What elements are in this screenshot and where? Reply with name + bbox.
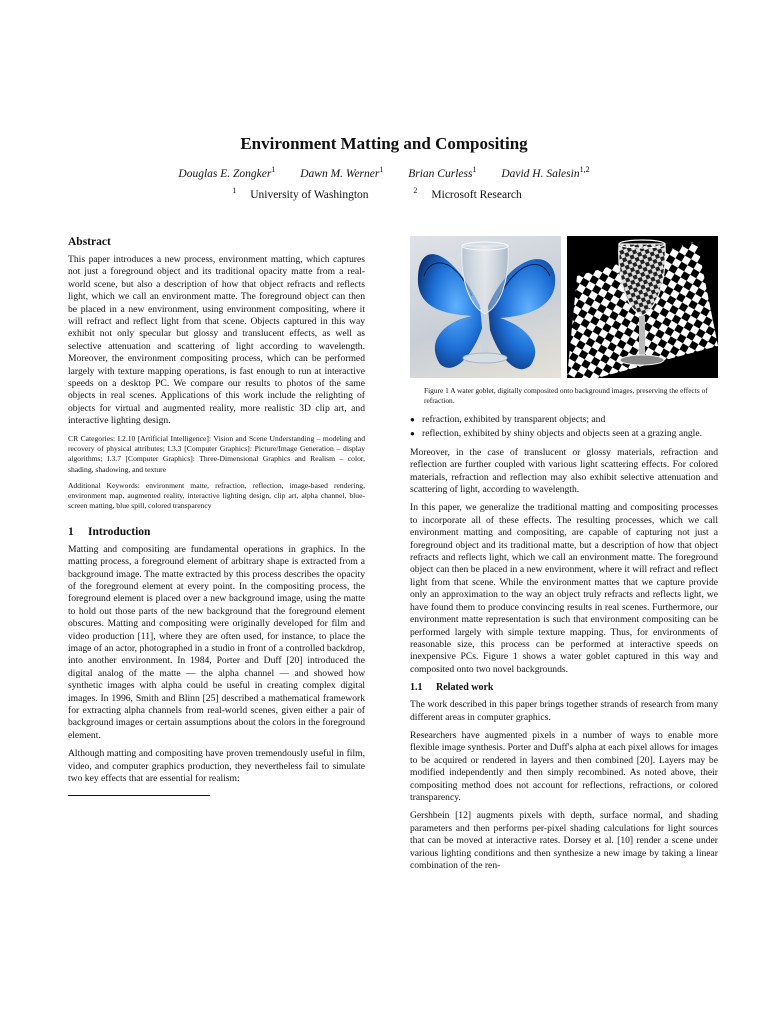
section-heading-introduction: 1 Introduction [68,525,151,538]
butterfly-goblet-image [410,236,561,378]
right-paragraph-1: Moreover, in the case of translucent or glossy materials, refraction and reflection are further coupled with various light scattering effects. For colored materials, refraction and reflection may also exhibit selective attenuation and scattering of light, according to wavelength. [410,446,718,496]
paper-title: Environment Matting and Compositing [240,134,528,153]
author: Dawn M. Werner$^1$ [300,165,384,180]
right-column [410,236,718,878]
author-list [0,165,768,180]
right-paragraph-2: In this paper, we generalize the traditional matting and compositing processes to incorporate all of these effects. The resulting processes, which we call environment matting and compositing, are capable of capturing not just a foreground object and its traditional matte, but a description of how that object refracts and reflects light, which we call an environment matte. The foreground object can then be placed in a new environment, where it will refract and reflect light from that scene. While the environment mattes that we capture provide only an approximation to the way an object truly refracts and reflects light, we have found them to produce convincing results in real scenes. Furthermore, our environment matte representation is such that environment compositing can be performed largely with simple texture mapping. Thus, for environments of reasonable size, this process can be performed at interactive speeds on inexpensive PCs. Figure 1 shows a water goblet captured in this way and composited onto two novel backgrounds. [410,502,718,675]
abstract-text: This paper introduces a new process, environment matting, which captures not just a foreground object and its traditional opacity matte from a real-world scene, but also a description of how that object refracts and reflects light, which we call an environment matte. The foreground object can then be placed in a new environment, using environment compositing, where it will refract and reflect light from that scene. Objects captured in this way exhibit not only specular but glossy and translucent effects, as well as selective attenuation and scattering of light according to wavelength. Moreover, the environment compositing process, which can be performed largely with texture mapping operations, is fast enough to run at interactive speeds on a desktop PC. We compare our results to photos of the same objects in real scenes. Applications of this work include the relighting of objects for virtual and augmented reality, more realistic 3D clip art, and interactive lighting design. [68,254,365,427]
affiliation: $^1$ University of Washington [232,186,369,201]
author: David H. Salesin$^{1,2}$ [501,165,590,180]
intro-paragraph-2: Although matting and compositing have proven tremendously useful in film, video, and computer graphics production, they nevertheless fail to simulate two key effects that are essential for realism: [68,748,365,785]
effects-list [410,414,718,441]
related-paragraph-2: Researchers have augmented pixels in a number of ways to enable more flexible image synthesis. Porter and Duff's alpha at each pixel allows for images to be acquired or rendered in layers and then combined [20]. Layers may be modified independently and then simply recombined. As noted above, their compositing method does not account for reflections, refractions, or colored transparency. [410,729,718,803]
related-paragraph-3: Gershbein [12] augments pixels with depth, surface normal, and shading parameters and then performs per-pixel shading calculations for light sources that can be moved at interactive rates. Dorsey et al. [10] render a scene under various lighting conditions and then synthesize a new image by taking a linear combination of the ren- [410,810,718,871]
affiliation: $^2$ Microsoft Research [413,186,522,201]
list-item: ● refraction, exhibited by transparent objects; and [410,414,718,426]
author: Douglas E. Zongker$^1$ [178,165,276,180]
cr-categories: CR Categories: I.2.10 [Artificial Intelligence]: Vision and Scene Understanding – modeling and recovery of physical attributes; I.3.3 [Computer Graphics]: Picture/Image Generation – display algorithms; I.3.7 [Computer Graphics]: Three-Dimensional Graphics and Realism – color, shading, shadowing, and texture [68,433,365,474]
affiliation-list [0,186,768,201]
figure-1-images [410,236,718,378]
related-paragraph-1: The work described in this paper brings together strands of research from many different areas in computer graphics. [410,699,718,723]
section-heading-related-work: 1.1 Related work [410,682,494,694]
list-item: ● reflection, exhibited by shiny objects and objects seen at a grazing angle. [410,428,718,440]
author: Brian Curless$^1$ [408,165,477,180]
checkerboard-goblet-image [567,236,718,378]
left-column [68,236,365,796]
additional-keywords: Additional Keywords: environment matte, refraction, reflection, image-based rendering, environment map, augmented reality, interactive lighting design, clip art, alpha channel, blue-screen matting, blue spill, colored transparency [68,480,365,511]
figure-1-caption: Figure 1 A water goblet, digitally composited onto background images, preserving the effects of refraction. [424,386,708,405]
intro-paragraph-1: Matting and compositing are fundamental operations in graphics. In the matting process, a foreground element of arbitrary shape is extracted from a background image. The matte extracted by this process describes the opacity of the foreground element at every point. In the compositing process, the foreground element is placed over a new background image, using the matte to hold out those parts of the new background that the foreground element obscures. Matting and compositing were originally developed for film and video production [11], where they are often used, for instance, to place the image of an actor, photographed in a studio in front of a controlled backdrop, into another environment. In 1984, Porter and Duff [20] introduced the digital analog of the matte — the alpha channel — and showed how synthetic images with alpha could be useful in creating complex digital images. In 1996, Smith and Blinn [25] described a mathematical framework for extracting alpha channels from real-world scenes, given either a pair of background images or certain assumptions about the colors in the foreground element. [68,543,365,741]
abstract-heading: Abstract [68,236,111,248]
footnote-rule [68,795,210,796]
